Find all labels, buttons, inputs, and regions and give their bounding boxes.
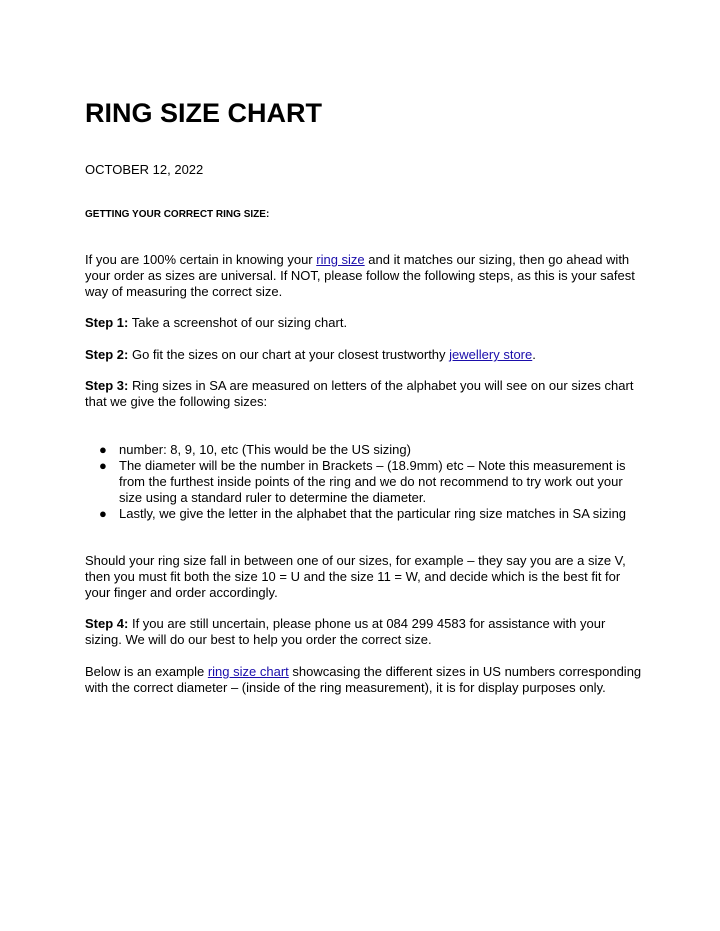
list-item-text: Lastly, we give the letter in the alphabet that the particular ring size matches in SA sizing: [119, 506, 627, 521]
example-text-after: showcasing the different sizes in US numbers corresponding with the correct diameter – (inside of the ring measurement), it is for display purposes only.: [85, 664, 642, 695]
step-1-paragraph: [85, 315, 645, 331]
page-title: RING SIZE CHART: [85, 98, 323, 128]
bullet-icon: ●: [99, 442, 107, 457]
step-3-label: Step 3:: [85, 378, 129, 393]
intro-text-before: If you are 100% certain in knowing your: [85, 252, 317, 267]
list-item: [85, 442, 645, 458]
example-paragraph: [85, 664, 645, 696]
bullet-icon: ●: [99, 506, 107, 521]
ring-size-chart-link[interactable]: ring size chart: [207, 664, 289, 679]
step-1-text: Take a screenshot of our sizing chart.: [128, 315, 348, 330]
step-2-text: Go fit the sizes on our chart at your closest trustworthy: [128, 347, 450, 362]
step-4-paragraph: [85, 616, 645, 648]
step-4-label: Step 4:: [85, 616, 129, 631]
list-item: [85, 458, 645, 506]
list-item-text: The diameter will be the number in Brackets – (18.9mm) etc – Note this measurement is from the furthest inside points of the ring and we do not recommend to try work out your size using a standard ruler to determine the diameter.: [119, 458, 626, 505]
step-1-label: Step 1:: [85, 315, 129, 330]
list-item: [85, 506, 645, 522]
list-item-text: number: 8, 9, 10, etc (This would be the US sizing): [119, 442, 411, 457]
intro-paragraph: [85, 252, 645, 300]
example-text-before: Below is an example: [85, 664, 208, 679]
step-3-text: Ring sizes in SA are measured on letters of the alphabet you will see on our sizes chart that we give the following sizes:: [85, 378, 634, 409]
step-3-paragraph: [85, 378, 645, 410]
step-2-text-after: .: [532, 347, 536, 362]
bullet-icon: ●: [99, 458, 107, 473]
intro-text-after: and it matches our sizing, then go ahead with your order as sizes are universal. If NOT, please follow the following steps, as this is your safest way of measuring the correct size.: [85, 252, 635, 299]
jewellery-store-link[interactable]: jewellery store: [449, 347, 533, 362]
step-2-label: Step 2:: [85, 347, 129, 362]
post-date: OCTOBER 12, 2022: [85, 162, 204, 177]
sizes-bullet-list: [85, 442, 645, 522]
ring-size-link[interactable]: ring size: [316, 252, 365, 267]
section-subheading: GETTING YOUR CORRECT RING SIZE:: [85, 209, 270, 220]
step-2-paragraph: [85, 347, 645, 363]
in-between-paragraph: Should your ring size fall in between one of our sizes, for example – they say you are a size V, then you must fit both the size 10 = U and the size 11 = W, and decide which is the best fit for your finger and order accordingly.: [85, 553, 626, 600]
step-4-text: If you are still uncertain, please phone us at 084 299 4583 for assistance with your sizing. We will do our best to help you order the correct size.: [85, 616, 606, 647]
